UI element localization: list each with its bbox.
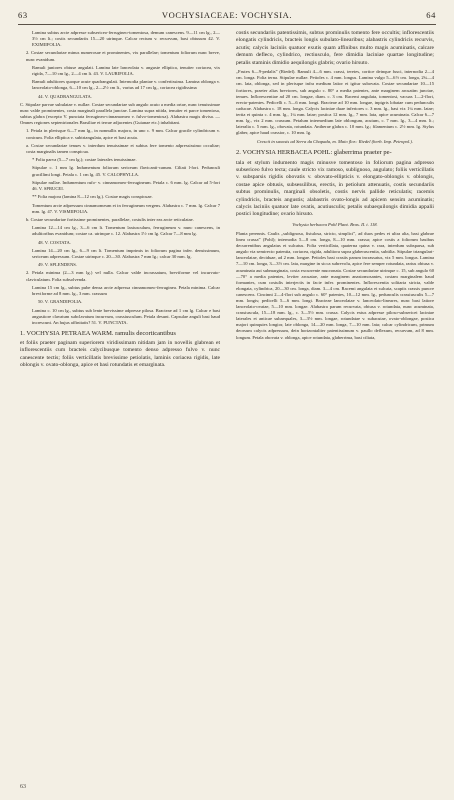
left-column-paragraph: Ramuli adultiores quoque acute quadrangulati. Internodia plantae v. confertissima. Lamina oblonga v. lanceolato-oblonga, 6—10 cm lg., 2—2½ cm lt., varius ad 17 cm lg., coriacea rigidissima: [32, 79, 220, 91]
running-header: [18, 10, 436, 24]
right-column-paragraph: Vochysia herbacea Pohl Plant. Bras. II. t. 118.: [292, 221, 378, 227]
left-column-paragraph: 1. Petala in plerisque 6—7 mm lg., in nonnullis majora, in uno c. 9 mm. Calcar gracile cylindricum v. conicum. Folia elliptica v. subtriangulata, apice et basi acuta.: [26, 128, 220, 140]
right-column-paragraph: tala et stylum indumento magis minusve tomentoso in foliorum pagina adpresso subsericeo fulvo tecta; caule stricto vix ramoso, sublignoso, angulato; foliis verticillatis v. subsparsis rigidis obovatis v. obovato-ellipticis v. elongato-oblongis v. oblongis, costae apice obtusis, subsessilibus, erectis, in petiolum attenuatis, costis secundariis subtus prominulis, marginali obsoletis, costis nervis pallide reticulatis; racemis cylindricis, bracteis angustis; alabastris ovato-longis ad apicem sensim acuminatis; calycis laciniis quatuor late ovatis, acutiusculis; petalis subaequilongis dimidia appalii postici longitudine; ovario hirsuto.: [236, 159, 434, 218]
right-column-paragraph: costis secundariis patentissimis, subtus prominulis tomento fere occultis; inflorescentiis elongatis cylindricis, bracteis longis subulato-linearibus; alabastris cylindricis recurvis, acutis; calycis laciniis quatuor exutis quam affinibus multo magis acuminatis, calcare demum defleco, cylindrico, rectiusculo, fere dimidia laciniae quartae longitudine; petalis staminis dimidio aequilongis glabris; ovario hirsuto.: [236, 30, 434, 66]
page-number-right: 64: [426, 10, 436, 20]
left-column-paragraph: 1. VOCHYSIA PETRAEA WARM. ramulis decorticantibus: [20, 329, 176, 337]
left-column-paragraph: Lamina 12—14 cm lg., 3—6 cm lt. Tomentum laxiusculum, ferrugineum v. nunc canescens, in adultioribus evanidum; costae ca. utrinque c. 12. Alabastra 1½ cm lg. Calcar 7—8 mm lg.: [32, 225, 220, 237]
left-column-paragraph: 2. Costae secundariae minus numerosae et prominentes, vix parallelae; tomentum foliorum nunc breve, nunc evanidum.: [26, 50, 220, 62]
left-column-paragraph: a. Costae secundariae tenues v. interdum tenuissimae et subtus fere tomento adpressissimo occultae; costa marginalis tamen conspicua.: [26, 142, 220, 154]
left-column: [20, 30, 220, 372]
left-column-paragraph: Lamina subtus arcte adpresse subsericeo-ferrugineo-tomentosa, demum canescens. 9—11 cm lg., 2—3½ cm lt.; costis secundariis 15—20 utrinque. Calcar rectum v. recurvum, basi obtusum 42. V. EXIMIIFOLIA.: [32, 30, 220, 48]
right-column-paragraph: Planta perennis. Caulis „sublignosa, fistulosa, stricto, simplici”, ad duos pedes et ultra alta, basi glabrae linea crassa” (Pohl); internodia 5—8 cm. longa, 8—10 mm. crassa; apice costis a foliorum basibus decurrentibus angulatus et sulcatus. Folia verticillata, quaterna quina v. rara, interdum subsparsa, sub angulo via semirecto patentia, coriacea, rigida, adultiora supra glaberascentia, subtilia. Stipulae triangulari-lanceolatae, deciduae, ad 2 mm. longae. Petioles basi crasiis parum incrassatus, vix 5 mm. longus. Lamina 7—10 cm. longa, 3—3½ cm. lata, margine in sicca subrevolu, apice fere semper rotundata, rarius obtusa v. acuminata aut submarginata, costa excurrente mucronata. Costae secundariae utrinque c. 15, sub angulo 60—70° a media patentes, leviter arcuatae, ante marginem anastomosantes, costam marginalem haud formantes, cum costulis interjectis in facie infer. prominentes. Inflorescentia solitaria stricta, valde elongata, cylindrica, 20—30 cm. longa, diam. 3—4 cm. Racemi angulata et sulcata, scapiis crassis puncre canescens. Cincinni 2—4-flori sub angulo c. 60° patentes, 10—12 mm. lg., pedunculis crassiusculis 5—7 mm. longis; pedicelli 5—6 mm. longi. Bracteae lanceolatae v. lanceolato-lineares, nunc basi latiore lanceolato-ovatae, 5—10 mm. longae. Alabastra parum recurvata, obtusa v. rotundata, nunc acuminata, crassiuscula, 15—18 mm. lg., c. 3—5½ mm. crassa. Calycis extus adpresse piloso-subsericei laciniae laterales et anticae subaequales, 3—3½ mm. longae, rotundatae v. subacutae, ovato-oblongae, postica majori quinquies longior, late oblonga, 14—20 mm. longa, 7—10 mm. lata; calcar cylindricum, primum deorsum calycis adpressum, dein horizontaliter patentissimum v. paullo deflexum, recurvum, ad 8 mm. longum. Petala obovata v. oblonga, apice rotundata, glaberrima, basi ciliata,: [236, 230, 434, 340]
left-column-paragraph: et foliis praeter paginam superiorem viridissimam nitidam jam in novellis glabrean et inflorescentiis cum bracteis calycibusque tomento denso adpresso fulvo v. nunc canescente tectis; foliis verticillatis brevissime petiolatis, laminis coriacea rigidis, late oblongis v. ovato-oblonga, apice et basi rotundatis et emarginata.: [20, 340, 220, 369]
right-column: [236, 30, 434, 343]
left-column-paragraph: * Folia parva (5—7 cm lg.); costae laterales tenuissimae.: [32, 157, 137, 163]
left-column-paragraph: b. Costae secundariae fortissime prominentes, parallelae, costulis inter eas arcte reticulatae.: [26, 216, 194, 222]
left-column-paragraph: Lamina 14—20 cm lg., 6—9 cm lt. Tomentum imprimis in foliorum pagina infer. densissimum, sericeum adpressum. Costae utrinque c. 20—30. Alabastra 7 mm lg.; calcar 30 mm. lg.: [32, 247, 220, 259]
right-column-paragraph: 2. VOCHYSIA HERBACEA POHL: glaberrima praeter pe-: [236, 149, 392, 157]
left-column-paragraph: Lamina 15 cm lg., subtus pube densa arcte adpressa cinnamomeo-ferruginea. Petala minima. Calcar breviforme ad 8 mm. lg., 3 mm. crassum: [32, 284, 220, 296]
header-rule: [18, 24, 436, 25]
left-column-paragraph: 44. V. QUADRANGULATA.: [38, 93, 92, 99]
plate-mark: 63: [20, 784, 26, 790]
right-column-paragraph: „Frutex 6—9-pedalis” (Riedel). Ramuli 4—6 mm. crassi, teretes, cortice deinque fusci, internodia 2—4 cm. longa. Folia terna. Stipulae nullae. Petioles c. 4 mm. longus. Lamina vulgo 5—6½ cm. longa, 2¾—4 cm. lata, oblonga, sed in plerisque infra medium latior et igitur subovata. Costae secundariae 10—15 fortiores, praeter alias breviores, sub angulo c. 80° a media patentes, ante marginem arcuatim junctae, tenues. Inflorescentiae ad 20 cm. longae, diam. c. 3 cm. Racemi angulata, tomentosi, vacuas 1—2-flori, erecto-patentes. Pedicelli c. 5—6 mm. longi. Bracteae ad 10 mm. longae, inpigris lobatae cum pedunculis caducae. Alabastra c. 18 mm. longa. Calycis laciniae duae inferiores c. 3 mm. lg., basi vix 1¼ mm. latae; tertia et quinta c. 4 mm. lg., 1¼ mm. latae; postica 12 mm. lg., 7 mm. lata, apice acuminata. Calcar 6—7 mm. lg., vix 2 mm. crassum. Petalum intermedium late oblongum, acutum, c. 7 mm. lg., 3—4 mm. lt.; lateralia c. 5 mm. lg., obovata, rotundata. Antherae glabra c. 10 mm. lg.; filamentum c. 2½ mm. lg. Stylus glaber, apice haud crassior, c. 10 mm. lg.: [236, 69, 434, 136]
left-column-paragraph: ** Folia majora (lamina 8—12 cm lg.). Costae magis conspicuae.: [32, 194, 153, 200]
left-column-paragraph: 49. V. SPLENDENS.: [38, 262, 78, 268]
left-column-paragraph: 2. Petala minima (2—3 mm lg.) vel nulla. Calcar valde incrassatum, breviforme vel incurvato-claviculatum. Folia subsolvenda.: [26, 270, 220, 282]
left-column-paragraph: C. Stipulae parvae subulatae v. nullae. Costae secundariae sub angulo acuto a media ortae, nunc tenuissimae nunc valde prominentes, costa marginali parallela junctae. Lamina supra nitida, tenuiter et parce tomentosa, subtus glabra (excepto V. punctata ferrugineo-cinnamomeo v. fulvo-tomentosa). Alabastra magis divisa. — Omnes regiones septentrionales Brasiliae et terrae adjacentes (Guianae etc.) inhabitant.: [20, 101, 220, 126]
left-column-paragraph: Stipulae nullae. Indumentum rufo- v. cinnamomeo-ferrugineum. Petala c. 6 mm. lg. Calcar ad 5-fori 46. V. SPRUCEI.: [32, 179, 220, 191]
page-number-left: 63: [18, 10, 28, 20]
left-column-paragraph: Ramuli juniores obtuse angulati. Lamina late lanceolata v. anguste elliptica, tenuiter coriacea, vix rigida, 7—10 cm lg., 2—4 cm lt. 43. V. LAURIFOLIA.: [32, 64, 220, 76]
right-column-paragraph: Crescit in saxosis ad Serra da Chapada, m. Maio flor.: Riedel (herb. Imp. Petropol.).: [256, 139, 414, 145]
left-column-paragraph: 48. V. COSTATA.: [38, 239, 71, 245]
left-column-paragraph: Lamina c. 10 cm lg., subtus sub lente brevissime adpresse pilosa. Bracteae ad 1 cm lg. Calcar e basi angustiore clavatum subclavatum incurvum, crassiusculum. Petala desunt. Capsulae anguli basi haud increscunt. An hujus affinitatis? 51. V. PUNCTATA.: [32, 307, 220, 325]
running-title: VOCHYSIACEAE: VOCHYSIA.: [161, 10, 293, 20]
left-column-paragraph: 50. V. GRANDIFOLIA.: [38, 299, 83, 305]
left-column-paragraph: Stipulae c. 1 mm lg. Indumentum foliorum sericeum flavicanti-canum. Ciliati l-fori. Pedunculi gracillimi longi. Petala c. 1 cm lg. 45. V. CALOPHYLLA.: [32, 165, 220, 177]
left-column-paragraph: Tomentum arcte adpressum cinnamomeum et in ferrugineum vergens. Alabastra c. 7 mm. lg. Calcar 7 mm. lg. 47. V. VISMIIFOLIA.: [32, 202, 220, 214]
